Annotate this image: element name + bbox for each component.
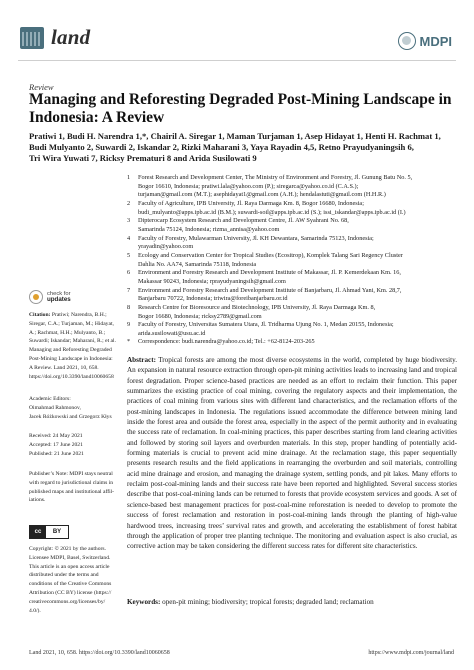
copyright-line: Licensee MDPI, Basel, Switzerland.: [29, 554, 111, 561]
page-footer: [29, 650, 454, 656]
updates-label: updates: [47, 296, 71, 303]
affiliation-line: yrayadin@yahoo.com: [138, 243, 194, 251]
article-title: Managing and Reforesting Degraded Post-Mining Landscape in Indonesia: A Review: [29, 91, 452, 126]
abstract-text: Tropical forests are among the most diverse ecosystems in the world, completed by huge biodiversity. An expansion in natural resource extraction through open-pit mining activities leads to increasing land and tropical forest degradation. Proper science-based practices are needed as an effort to reclaim their function. This paper summarizes the existing practice of coal mining, covering the regulatory aspects and their implementation, the practices of coal mining from various sites with different land characteristics, and the reclamation efforts of the post-mining landscapes in Indonesia. The regulations issued accommodate the difference between mining land inside the forest area and outside the forest area, especially in the aspect of the permit authority and in evaluating the success rate of reclamation. In coal-mining practices, this paper describes starting from land clearing activities and followed by storing soil layers and overburden materials. In this step, proper handling of potentially acid-forming materials is crucial to prevent acid mine drainage. At the reclamation stage, this paper sequentially presents research results and the field applications in rearranging the overburden and soil materials, controlling acid mine drainage and erosion, and managing the drainage system, settling ponds, and pit lakes. Many efforts to reclaim post-coal-mining lands and their success rate have been reported and highlighted. Several success stories describe that post-coal-mining lands can be returned to forests that provide ecosystem services and goods. A set of science-based best management practices for post-coal-mine reforestation is needed to develop to promote the success of forest reclamation and restoration in post-coal-mining lands through the planting of high-value hardwood trees, increasing trees’ survival rates and growth, and accelerating the establishment of forest habitat through the application of proper tree planting technique. The monitoring and evaluation aspect is also crucial, as corrective action may be taken considering the different success rates for different site characteristics.: [127, 356, 457, 551]
copyright-line: Copyright: © 2021 by the authors.: [29, 546, 106, 552]
editors-line: Academic Editors:: [29, 396, 71, 402]
affiliation-number: 7: [127, 286, 131, 294]
pubnote-line: published maps and institutional affil-: [29, 488, 115, 495]
journal-name: land: [51, 25, 91, 49]
by-icon: BY: [52, 529, 62, 535]
citation-line: Suwardi; Iskandar; Maharani, R.; et al.: [29, 338, 116, 345]
editors-line: Oimahmad Rahmonov,: [29, 404, 81, 411]
affiliation-line: Samarinda 75124, Indonesia; rizma_annisa@yahoo.com: [138, 225, 280, 233]
check-updates-icon: [29, 290, 43, 304]
affiliation-text: [138, 217, 457, 234]
affiliation-item: [127, 269, 457, 286]
affiliation-line: Forest Research and Development Center, The Ministry of Environment and Forestry, Jl. Gunung Batu No. 5,: [138, 174, 413, 181]
affiliation-line: Bogor 16610, Indonesia; pratiwi.lala@yahoo.com (P.); siregarca@yahoo.co.id (C.A.S.);: [138, 182, 359, 190]
pubnote-line: with regard to jurisdictional claims in: [29, 479, 114, 486]
cc-by-license-badge[interactable]: [29, 525, 69, 539]
copyright-line: 4.0/).: [29, 607, 41, 614]
academic-editors: [29, 395, 122, 421]
check-for-updates[interactable]: [29, 290, 71, 304]
author-line: Budi Mulyanto 2, Suwardi 2, Iskandar 2, Rizki Maharani 3, Yaya Rayadin 4,5, Retno Prayudyaningsih 6,: [29, 142, 414, 152]
affiliation-number: 9: [127, 321, 131, 329]
affiliation-text: [138, 269, 457, 286]
affiliation-text: [138, 252, 457, 269]
affiliations: [127, 174, 457, 347]
affiliation-line: Dipterocarp Ecosystem Research and Development Centre, Jl. AW Syahrani No. 68,: [138, 217, 349, 225]
published-date: Published: 21 June 2021: [29, 450, 84, 457]
cc-icon: cc: [30, 526, 46, 538]
pubnote-line: Publisher’s Note: MDPI stays neutral: [29, 471, 113, 477]
author-list: [29, 131, 459, 164]
affiliation-text: [138, 235, 457, 252]
affiliation-line: Makassar 90243, Indonesia; rprayudyaningsih@gmail.com: [138, 277, 286, 285]
abstract: [127, 355, 457, 552]
citation-line: A Review. Land 2021, 10, 658.: [29, 364, 99, 371]
author-line: Tri Wira Yuwati 7, Ricksy Prematuri 8 and Arida Susilowati 9: [29, 153, 257, 163]
affiliation-line: Faculty of Forestry, Universitas Sumatera Utara, Jl. Tridharma Ujung No. 1, Medan 20155, Indonesia;: [138, 321, 394, 329]
publisher-note: [29, 470, 122, 505]
affiliation-line: Banjarbaru 70722, Indonesia; triwira@foreibanjarbaru.or.id: [138, 295, 288, 303]
affiliation-number: 4: [127, 234, 131, 242]
affiliation-text: [138, 287, 457, 304]
affiliation-line: Faculty of Forestry, Mulawarman University, Jl. KH Dewantara, Samarinda 75123, Indonesia;: [138, 234, 374, 242]
citation-label: Citation:: [29, 312, 52, 318]
check-for-label: check for: [47, 290, 71, 297]
citation-line: A.; Rachmat, H.H.; Mulyanto, B.;: [29, 329, 106, 336]
publisher-name: MDPI: [419, 33, 452, 49]
affiliation-text: [138, 338, 457, 347]
affiliation-line: Environment and Forestry Research and Development Institute of Makassar, Jl. P. Kemerdekaan Km. 16,: [138, 269, 401, 277]
affiliation-line: Faculty of Agriculture, IPB University, Jl. Raya Darmaga Km. 8, Bogor 16680, Indonesia;: [138, 199, 364, 207]
dates-block: [29, 432, 122, 458]
citation-line[interactable]: https://doi.org/10.3390/land10060658: [29, 373, 114, 380]
citation-line: Post-Mining Landscape in Indonesia:: [29, 355, 113, 362]
publisher-logo: [398, 32, 453, 50]
footer-journal-url[interactable]: https://www.mdpi.com/journal/land: [368, 650, 454, 656]
affiliation-text: [138, 174, 457, 200]
pubnote-line: iations.: [29, 497, 46, 504]
affiliation-number: 2: [127, 199, 131, 207]
affiliation-item: [127, 174, 457, 200]
citation-line: Pratiwi; Narendra, B.H.;: [51, 312, 107, 318]
affiliation-number: 3: [127, 217, 131, 225]
affiliation-item: [127, 252, 457, 269]
mdpi-logo-icon: [398, 32, 416, 50]
affiliation-item: [127, 287, 457, 304]
citation-line: Managing and Reforesting Degraded: [29, 347, 112, 354]
affiliation-text: [138, 304, 457, 321]
abstract-label: Abstract:: [127, 356, 156, 364]
affiliation-line: Ecology and Conservation Center for Tropical Studies (Ecositrop), Komplek Talang Sari Regency Cluster: [138, 251, 403, 259]
copyright-line: distributed under the terms and: [29, 572, 99, 579]
copyright-line: This article is an open access article: [29, 563, 110, 570]
copyright-notice: [29, 545, 122, 615]
affiliation-text: [138, 200, 457, 217]
affiliation-number: 1: [127, 174, 131, 181]
copyright-line: conditions of the Creative Commons: [29, 581, 112, 588]
affiliation-line: arida.susilowati@usu.ac.id: [138, 329, 206, 337]
author-line: Pratiwi 1, Budi H. Narendra 1,*, Chairil A. Siregar 1, Maman Turjaman 1, Asep Hidayat 1, Henti H. Rachmat 1,: [29, 131, 441, 141]
land-logo-icon: [20, 27, 44, 49]
affiliation-number: 5: [127, 251, 131, 259]
editors-line: Jacek Różkowski and Grzegorz Kłys: [29, 413, 112, 420]
affiliation-item: [127, 338, 457, 347]
affiliation-line: turjaman@gmail.com (M.T.); asephidayat1@gmail.com (A.H.); hendalastuti@gmail.com (H.H.R.): [138, 191, 386, 199]
keywords-label: Keywords:: [127, 598, 161, 606]
affiliation-line: Dahlia No. AA74, Samarinda 75118, Indonesia: [138, 260, 257, 268]
affiliation-item: [127, 321, 457, 338]
affiliation-line: Correspondence: budi.narendra@yahoo.co.id; Tel.: +62-8124-203-265: [138, 338, 315, 346]
affiliation-item: [127, 304, 457, 321]
affiliation-item: [127, 217, 457, 234]
affiliation-line: Research Centre for Bioresource and Biotechnology, IPB University, Jl. Raya Darmaga Km. 8,: [138, 303, 376, 311]
affiliation-line: budi_mulyanto@apps.ipb.ac.id (B.M.); suwardi-soil@apps.ipb.ac.id (S.); issi_iskandar@apps.ipb.ac.id (I.): [138, 208, 406, 216]
affiliation-number: 8: [127, 303, 131, 311]
affiliation-line: Bogor 16680, Indonesia; ricksy2789@gmail.com: [138, 312, 262, 320]
citation-line: Siregar, C.A.; Turjaman, M.; Hidayat,: [29, 320, 114, 327]
footer-citation[interactable]: Land 2021, 10, 658. https://doi.org/10.3390/land10060658: [29, 650, 170, 656]
keywords-text: open-pit mining; biodiversity; tropical forests; degraded land; reclamation: [162, 598, 374, 606]
journal-logo: [20, 25, 90, 50]
received-date: Received: 24 May 2021: [29, 433, 83, 439]
affiliation-number: 6: [127, 269, 131, 277]
keywords: [127, 597, 457, 607]
header-divider: [18, 60, 456, 61]
copyright-line: Attribution (CC BY) license (https://: [29, 589, 112, 596]
affiliation-line: Environment and Forestry Research and Development Institute of Banjarbaru, Jl. Ahmad Yani, Km. 28,7,: [138, 286, 402, 294]
citation-block: [29, 311, 122, 381]
copyright-line: creativecommons.org/licenses/by/: [29, 598, 106, 605]
affiliation-number: *: [127, 338, 131, 346]
affiliation-item: [127, 200, 457, 217]
accepted-date: Accepted: 17 June 2021: [29, 441, 83, 448]
affiliation-text: [138, 321, 457, 338]
article-type: Review: [29, 82, 54, 92]
affiliation-item: [127, 235, 457, 252]
